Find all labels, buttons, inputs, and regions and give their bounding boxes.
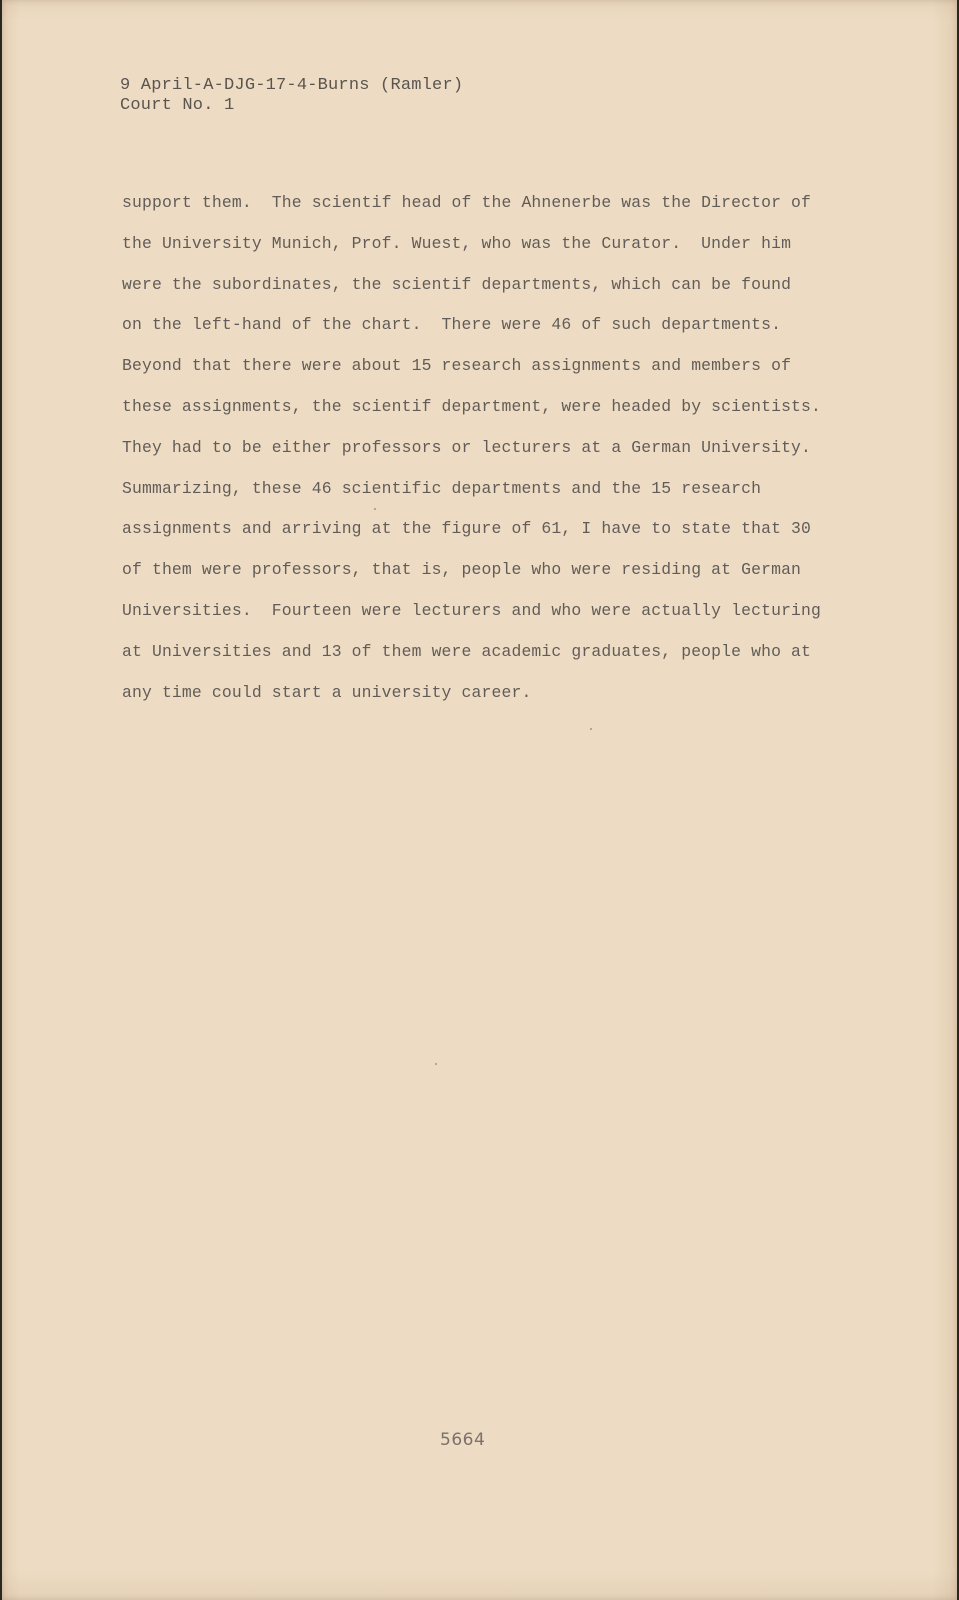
paper-speck [435, 1063, 437, 1065]
document-page [2, 0, 957, 1600]
body-line: the University Munich, Prof. Wuest, who was the Curator. Under him [122, 233, 792, 253]
body-line: on the left-hand of the chart. There were 46 of such departments. [122, 315, 782, 335]
paper-speck [374, 508, 376, 510]
header-court-line: Court No. 1 [120, 96, 235, 115]
document-header [120, 76, 463, 116]
body-line: Beyond that there were about 15 research assignments and members of [122, 356, 792, 376]
body-line: of them were professors, that is, people who were residing at German [122, 560, 802, 580]
header-reference-line: 9 April-A-DJG-17-4-Burns (Ramler) [120, 76, 464, 95]
body-line: assignments and arriving at the figure of 61, I have to state that 30 [122, 519, 812, 539]
body-line: were the subordinates, the scientif departments, which can be found [122, 274, 792, 294]
page-number: 5664 [440, 1430, 486, 1450]
body-line: support them. The scientif head of the Ahnenerbe was the Director of [122, 193, 812, 212]
body-line: They had to be either professors or lecturers at a German University. [122, 437, 812, 457]
paper-speck [590, 728, 592, 730]
body-line: Universities. Fourteen were lecturers and who were actually lecturing [122, 600, 822, 620]
transcript-body [122, 193, 842, 723]
body-line: Summarizing, these 46 scientific departments and the 15 research [122, 478, 762, 498]
body-line: any time could start a university career. [122, 682, 532, 702]
body-line: at Universities and 13 of them were academic graduates, people who at [122, 641, 812, 661]
body-line: these assignments, the scientif department, were headed by scientists. [122, 396, 822, 416]
